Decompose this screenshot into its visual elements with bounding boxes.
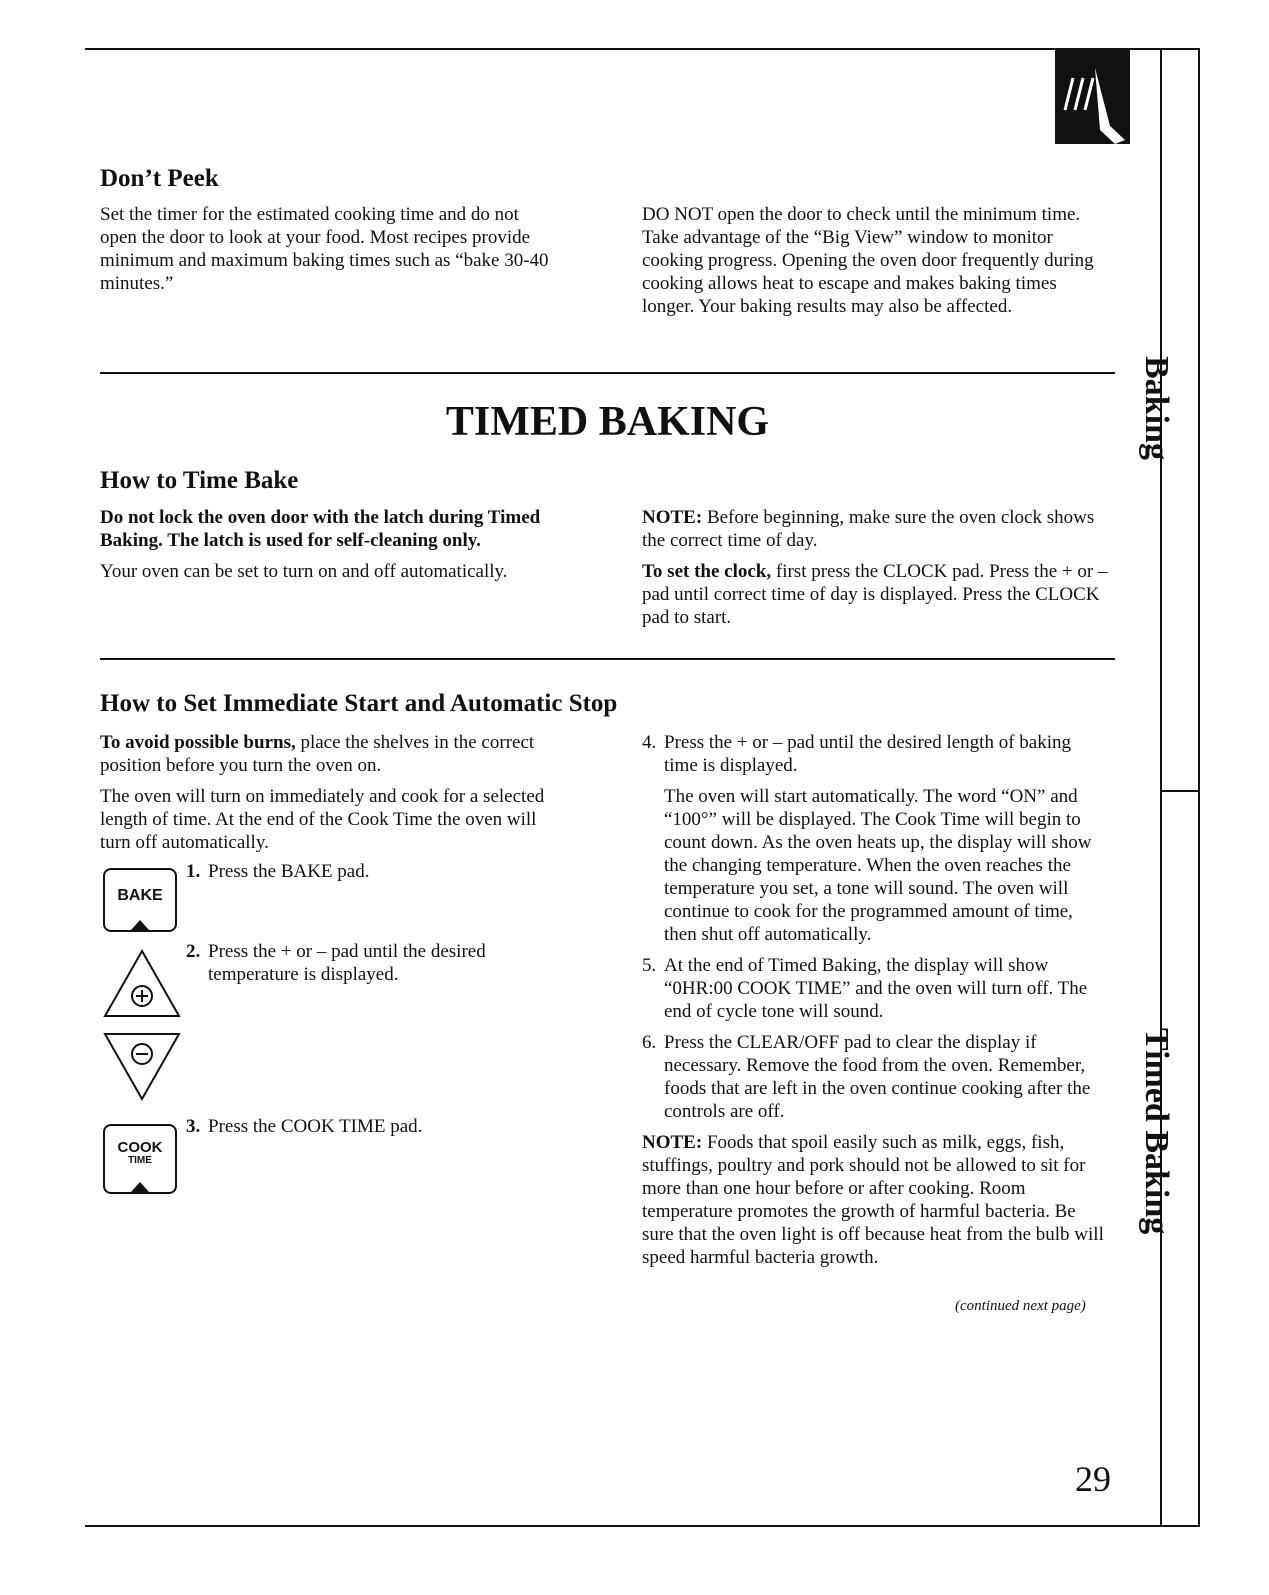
dont-peek-left-text: Set the timer for the estimated cooking time and do not open the door to look at your food. Most recipes provide minimum and maximum baking times such as “bake 30-40 minutes.” (100, 204, 549, 294)
section-divider (100, 658, 1115, 660)
clock-text: first press the CLOCK pad. Press the + or – pad until correct time of day is displayed. Press the CLOCK pad to start. (642, 561, 1108, 628)
note-text: Before beginning, make sure the oven clock shows the correct time of day. (642, 507, 1095, 551)
sidebar-tab-baking: Baking (1138, 356, 1175, 460)
cooking-hand-icon (1055, 48, 1130, 144)
dont-peek-right-text: DO NOT open the door to check until the minimum time. Take advantage of the “Big View” window to monitor cooking progress. Opening the oven door frequently during cooking allows heat to escape and makes baking times longer. Your baking results may also be affected. (642, 204, 1094, 317)
time-bake-left-column (100, 506, 570, 591)
immediate-start-right-column (642, 731, 1107, 1277)
plus-pad-icon (102, 948, 182, 1020)
step-1: 1. Press the BAKE pad. (186, 861, 370, 882)
latch-warning: Do not lock the oven door with the latch during Timed Baking. The latch is used for self-cleaning only. (100, 507, 541, 551)
time-bake-intro: Your oven can be set to turn on and off automatically. (100, 561, 508, 582)
bottom-rule (85, 1525, 1200, 1527)
how-to-time-bake-heading: How to Time Bake (100, 467, 299, 494)
section-divider (100, 372, 1115, 374)
food-note-label: NOTE: (642, 1132, 703, 1153)
minus-pad-icon (102, 1030, 182, 1102)
step-5: 5. At the end of Timed Baking, the display will show “0HR:00 COOK TIME” and the oven will turn off. The end of cycle tone will sound. (642, 955, 1088, 1022)
immediate-start-heading: How to Set Immediate Start and Automatic Stop (100, 690, 618, 717)
top-rule (85, 48, 1200, 50)
continued-note: (continued next page) (955, 1298, 1086, 1314)
sidebar-tab-timed-baking: Timed Baking (1138, 1028, 1175, 1235)
note-label: NOTE: (642, 507, 703, 528)
bake-pad-icon: BAKE (103, 868, 177, 932)
page-number: 29 (1075, 1459, 1111, 1499)
immediate-start-intro: The oven will turn on immediately and cook for a selected length of time. At the end of the Cook Time the oven will turn off automatically. (100, 786, 545, 853)
step-3: 3. Press the COOK TIME pad. (186, 1116, 423, 1137)
page-title: TIMED BAKING (445, 399, 770, 445)
clock-label: To set the clock, (642, 561, 772, 582)
time-bake-right-column (642, 506, 1112, 637)
burn-warning-text: place the shelves in the correct position before you turn the oven on. (100, 732, 535, 776)
cook-time-pad-icon: COOK TIME (103, 1124, 177, 1194)
dont-peek-heading: Don’t Peek (100, 165, 219, 192)
step-4: 4. Press the + or – pad until the desired length of baking time is displayed. The oven will start automatically. The word “ON” and “100°” will be displayed. The Cook Time will begin to count down. As the oven heats up, the display will show the changing temperature. When the oven reaches the temperature you set, a tone will sound. The oven will continue to cook for the programmed amount of time, then shut off automatically. (642, 732, 1092, 945)
step-6: 6. Press the CLEAR/OFF pad to clear the display if necessary. Remove the food from the oven. Remember, foods that are left in the oven continue cooking after the controls are off. (642, 1032, 1091, 1122)
immediate-start-left-column (100, 731, 560, 862)
sidebar-left-border (1160, 48, 1162, 1526)
food-note-text: Foods that spoil easily such as milk, eggs, fish, stuffings, poultry and pork should not be allowed to sit for more than one hour before or after cooking. Room temperature promotes the growth of harmful bacteria. Be sure that the oven light is off because heat from the bulb will speed harmful bacteria growth. (642, 1132, 1104, 1268)
step-2: 2. Press the + or – pad until the desired temperature is displayed. (186, 941, 486, 985)
burn-warning-label: To avoid possible burns, (100, 732, 296, 753)
sidebar-right-border (1198, 48, 1200, 1526)
sidebar-divider (1160, 790, 1200, 792)
